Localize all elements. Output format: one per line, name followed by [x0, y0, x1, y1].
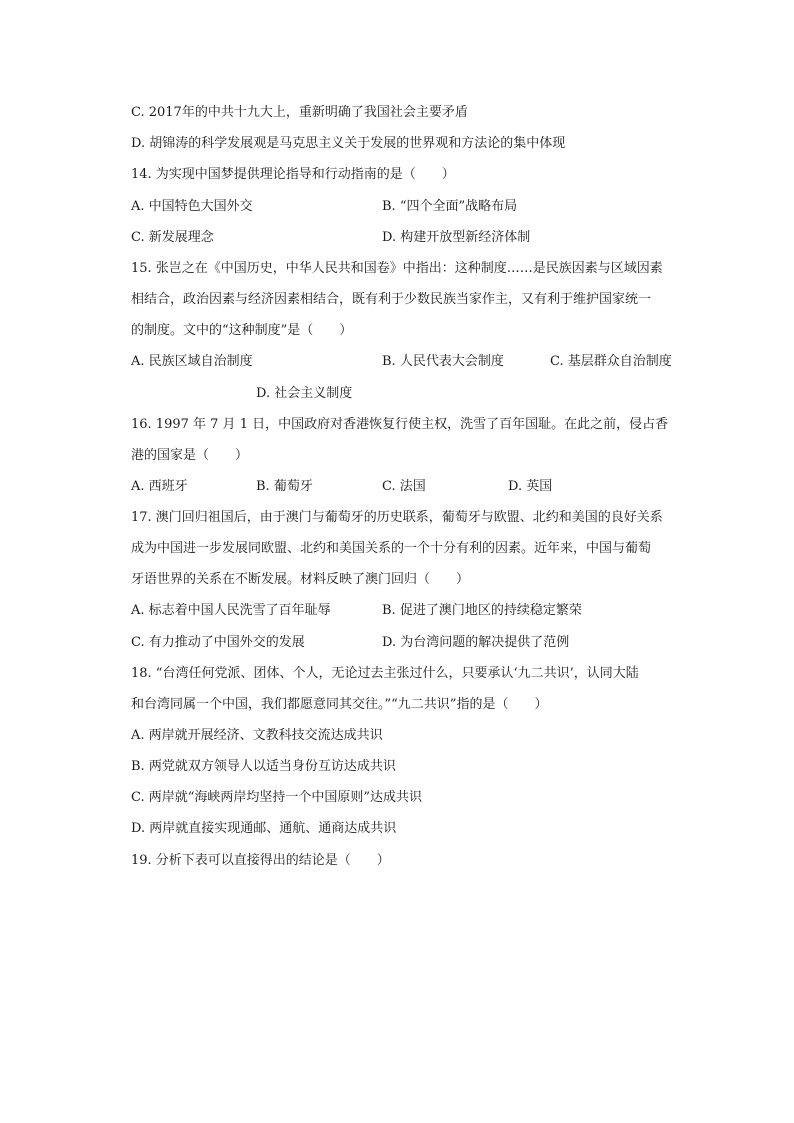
q17-option-b: B. 促进了澳门地区的持续稳定繁荣 — [382, 603, 582, 618]
q17-stem-line-3: 牙语世界的关系在不断发展。材料反映了澳门回归（ ） — [131, 572, 470, 587]
q18-option-d: D. 两岸就直接实现通邮、通航、通商达成共识 — [131, 821, 397, 836]
q15-option-a: A. 民族区域自治制度 — [131, 354, 253, 369]
q14-option-d: D. 构建开放型新经济体制 — [382, 230, 531, 245]
q17-option-d: D. 为台湾问题的解决提供了范例 — [382, 635, 570, 650]
q18-option-a: A. 两岸就开展经济、文教科技交流达成共识 — [131, 728, 383, 743]
q16-option-c: C. 法国 — [382, 479, 426, 494]
q16-option-a: A. 西班牙 — [131, 479, 188, 494]
q15-option-c: C. 基层群众自治制度 — [550, 354, 672, 369]
q16-option-b: B. 葡萄牙 — [256, 479, 313, 494]
q15-stem-line-2: 相结合，政治因素与经济因素相结合，既有利于少数民族当家作主，又有利于维护国家统一 — [131, 292, 652, 307]
q16-stem-line-1: 16. 1997 年 7 月 1 日，中国政府对香港恢复行使主权，洗雪了百年国耻。在此之前，侵占香 — [131, 417, 669, 432]
q14-option-b: B. “四个全面”战略布局 — [382, 199, 518, 214]
q15-stem-line-3: 的制度。文中的“这种制度”是（ ） — [131, 323, 353, 338]
q14-option-a: A. 中国特色大国外交 — [131, 199, 253, 214]
q13-option-d: D. 胡锦涛的科学发展观是马克思主义关于发展的世界观和方法论的集中体现 — [131, 136, 566, 151]
q17-stem-line-1: 17. 澳门回归祖国后，由于澳门与葡萄牙的历史联系，葡萄牙与欧盟、北约和美国的良好关系 — [131, 510, 663, 525]
q15-stem-line-1: 15. 张岂之在《中国历史，中华人民共和国卷》中指出：这种制度……是民族因素与区域因素 — [131, 261, 663, 276]
q16-option-d: D. 英国 — [508, 479, 553, 494]
q17-option-c: C. 有力推动了中国外交的发展 — [131, 635, 305, 650]
q13-option-c: C. 2017年的中共十九大上，重新明确了我国社会主要矛盾 — [131, 105, 468, 120]
q18-stem-line-2: 和台湾同属一个中国，我们都愿意同其交往。”“九二共识”指的是（ ） — [131, 697, 548, 712]
q17-stem-line-2: 成为中国进一步发展同欧盟、北约和美国关系的一个十分有利的因素。近年来，中国与葡萄 — [131, 541, 652, 556]
q18-option-b: B. 两党就双方领导人以适当身份互访达成共识 — [131, 759, 396, 774]
q17-option-a: A. 标志着中国人民洗雪了百年耻辱 — [131, 603, 331, 618]
q14-option-c: C. 新发展理念 — [131, 230, 214, 245]
q18-option-c: C. 两岸就“海峡两岸均坚持一个中国原则”达成共识 — [131, 790, 423, 805]
q14-stem: 14. 为实现中国梦提供理论指导和行动指南的是（ ） — [131, 167, 455, 182]
q15-option-d: D. 社会主义制度 — [256, 386, 353, 401]
q19-stem: 19. 分析下表可以直接得出的结论是（ ） — [131, 853, 390, 868]
q16-stem-line-2: 港的国家是（ ） — [131, 448, 249, 463]
q15-option-b: B. 人民代表大会制度 — [382, 354, 504, 369]
q18-stem-line-1: 18. “台湾任何党派、团体、个人，无论过去主张过什么，只要承认‘九二共识’，认同大陆 — [131, 666, 639, 681]
